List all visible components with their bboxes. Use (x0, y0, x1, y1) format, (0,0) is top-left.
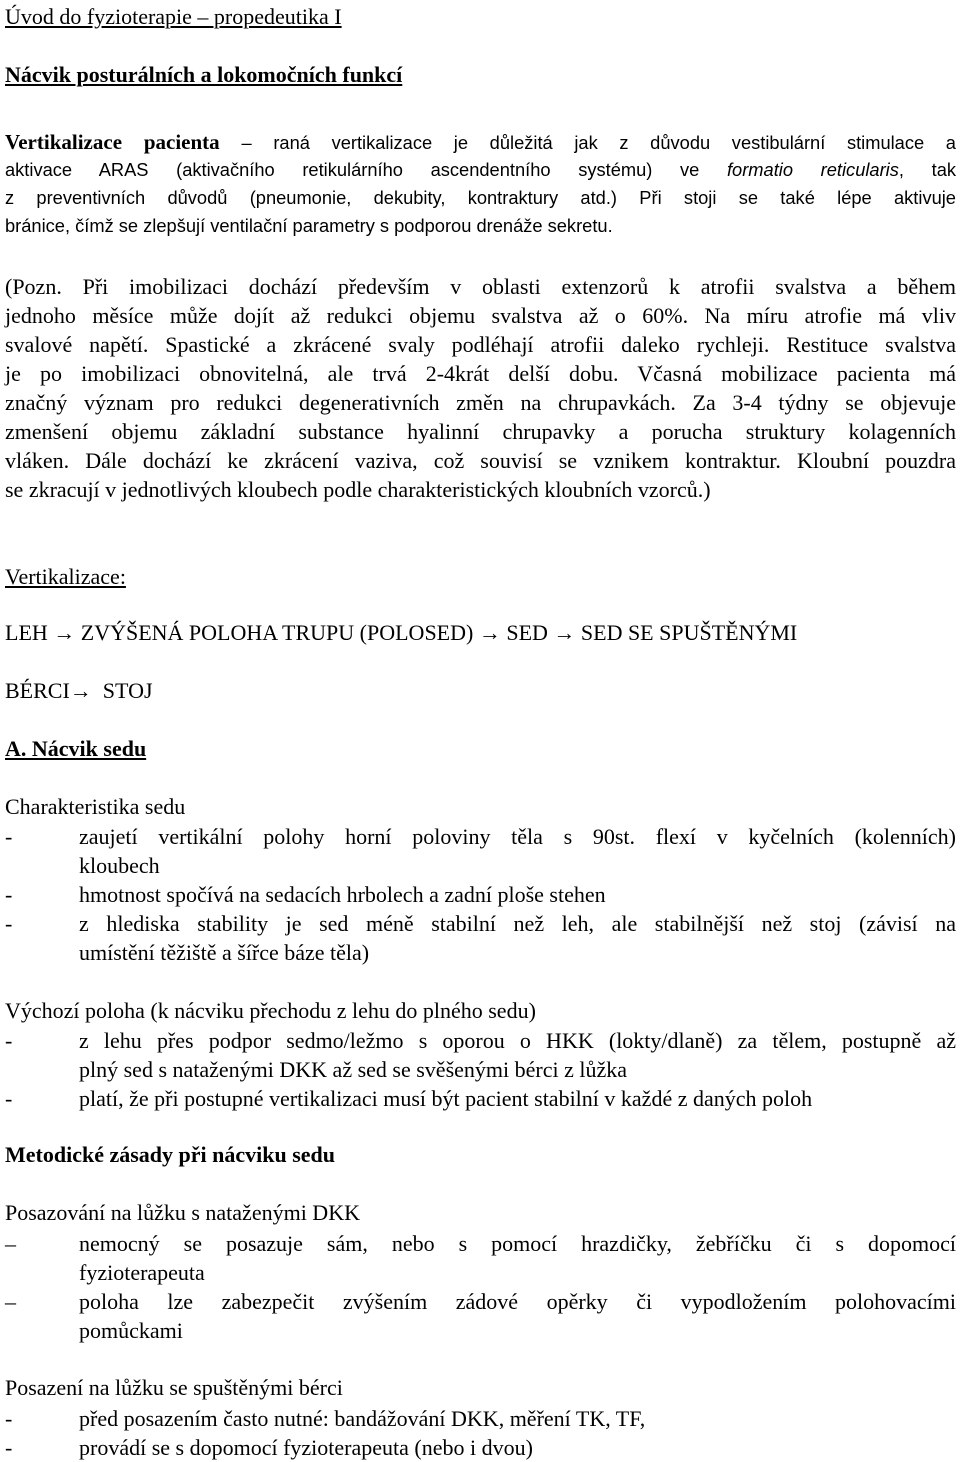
course-title: Úvod do fyzioterapie – propedeutika I (5, 4, 342, 29)
intro-line-3 (5, 184, 956, 212)
list-bullet: - (5, 1028, 13, 1053)
list-item-text: pomůckami (79, 1318, 183, 1343)
seat2-heading: Posazení na lůžku se spuštěnými bérci (5, 1375, 343, 1400)
section-title: Nácvik posturálních a lokomočních funkcí (5, 62, 403, 87)
list-item-text: poloha lze zabezpečit zvýšením zádové opěrky či vypodložením polohovacími (79, 1289, 956, 1314)
list-item-text: kloubech (79, 853, 160, 878)
note-paragraph (5, 272, 956, 504)
note-line: svalové napětí. Spastické a zkrácené svaly podléhají atrofii daleko rychleji. Restituce svalstva (5, 332, 956, 357)
intro-line-1-text: – raná vertikalizace je důležitá jak z důvodu vestibulární stimulace a (241, 132, 956, 153)
list-item-text: umístění těžiště a šířce báze těla) (79, 940, 370, 965)
intro-line-2-text: aktivace ARAS (aktivačního retikulárního ascendentního systému) ve (5, 159, 700, 180)
list-item-text: před posazením často nutné: bandážování DKK, měření TK, TF, (79, 1406, 646, 1431)
note-line: vláken. Dále dochází ke zkrácení vaziva, což souvisí se vznikem kontraktur. Kloubní pouzdra (5, 448, 956, 473)
list-bullet: - (5, 911, 13, 936)
list-item-text: fyzioterapeuta (79, 1260, 205, 1285)
list-item-text: platí, že při postupné vertikalizaci musí být pacient stabilní v každé z daných poloh (79, 1086, 813, 1111)
list-bullet: - (5, 1435, 13, 1460)
list-item-text: z hlediska stability je sed méně stabilní než leh, ale stabilnější než stoj (závisí na (79, 911, 956, 936)
note-line: značný význam pro redukci degenerativních změn na chrupavkách. Za 3-4 týdny se objevuje (5, 390, 956, 415)
intro-line-2 (5, 156, 956, 184)
intro-line-4: bránice, čímž se zlepšují ventilační parametry s podporou drenáže sekretu. (5, 215, 613, 236)
vertikalizace-sequence-line-1: LEH → ZVÝŠENÁ POLOHA TRUPU (POLOSED) → SED → SED SE SPUŠTĚNÝMI (5, 620, 798, 645)
list-bullet: – (5, 1289, 16, 1314)
intro-paragraph (5, 128, 956, 240)
list-item-text: zaujetí vertikální polohy horní poloviny těla s 90st. flexí v kyčelních (kolenních) (79, 824, 956, 849)
seat1-heading: Posazování na lůžku s nataženými DKK (5, 1200, 360, 1225)
intro-line-2-end: , tak (898, 159, 957, 180)
vertikalizace-sequence-line-2: BÉRCI→ STOJ (5, 678, 153, 703)
vertikalizace-heading: Vertikalizace: (5, 564, 126, 589)
intro-italic-term: formatio reticularis (726, 159, 899, 180)
intro-term: Vertikalizace pacienta (5, 130, 220, 154)
start-position-heading: Výchozí poloha (k nácviku přechodu z lehu do plného sedu) (5, 998, 536, 1023)
intro-line-3-end: Při stoji se také lépe aktivuje (639, 187, 956, 208)
method-heading: Metodické zásady při nácviku sedu (5, 1142, 336, 1167)
list-bullet: - (5, 1086, 13, 1111)
list-bullet: - (5, 824, 13, 849)
list-item-text: provádí se s dopomocí fyzioterapeuta (nebo i dvou) (79, 1435, 533, 1460)
intro-line-3-text: z preventivních důvodů (pneumonie, dekubity, kontraktury atd.) (5, 187, 617, 208)
note-line: se zkracují v jednotlivých kloubech podle charakteristických kloubních vzorců.) (5, 477, 711, 502)
list-item-text: plný sed s nataženými DKK až sed se svěšenými bérci z lůžka (79, 1057, 627, 1082)
list-item-text: hmotnost spočívá na sedacích hrbolech a zadní ploše stehen (79, 882, 606, 907)
characteristics-heading: Charakteristika sedu (5, 794, 186, 819)
list-bullet: - (5, 882, 13, 907)
intro-line-1 (5, 128, 956, 156)
note-line: zmenšení objemu základní substance hyalinní chrupavky a porucha struktury kolagenních (5, 419, 956, 444)
list-item-text: nemocný se posazuje sám, nebo s pomocí hrazdičky, žebříčku či s dopomocí (79, 1231, 956, 1256)
list-bullet: - (5, 1406, 13, 1431)
note-line: (Pozn. Při imobilizaci dochází především v oblasti extenzorů k atrofii svalstva a během (5, 274, 956, 299)
list-item-text: z lehu přes podpor sedmo/ležmo s oporou o HKK (lokty/dlaně) za tělem, postupně až (79, 1028, 956, 1053)
note-line: je po imobilizaci obnovitelná, ale trvá 2-4krát delší dobu. Včasná mobilizace pacienta má (5, 361, 956, 386)
section-a-heading: A. Nácvik sedu (5, 736, 147, 761)
note-line: jednoho měsíce může dojít až redukci objemu svalstva až o 60%. Na míru atrofie má vliv (5, 303, 956, 328)
list-bullet: – (5, 1231, 16, 1256)
